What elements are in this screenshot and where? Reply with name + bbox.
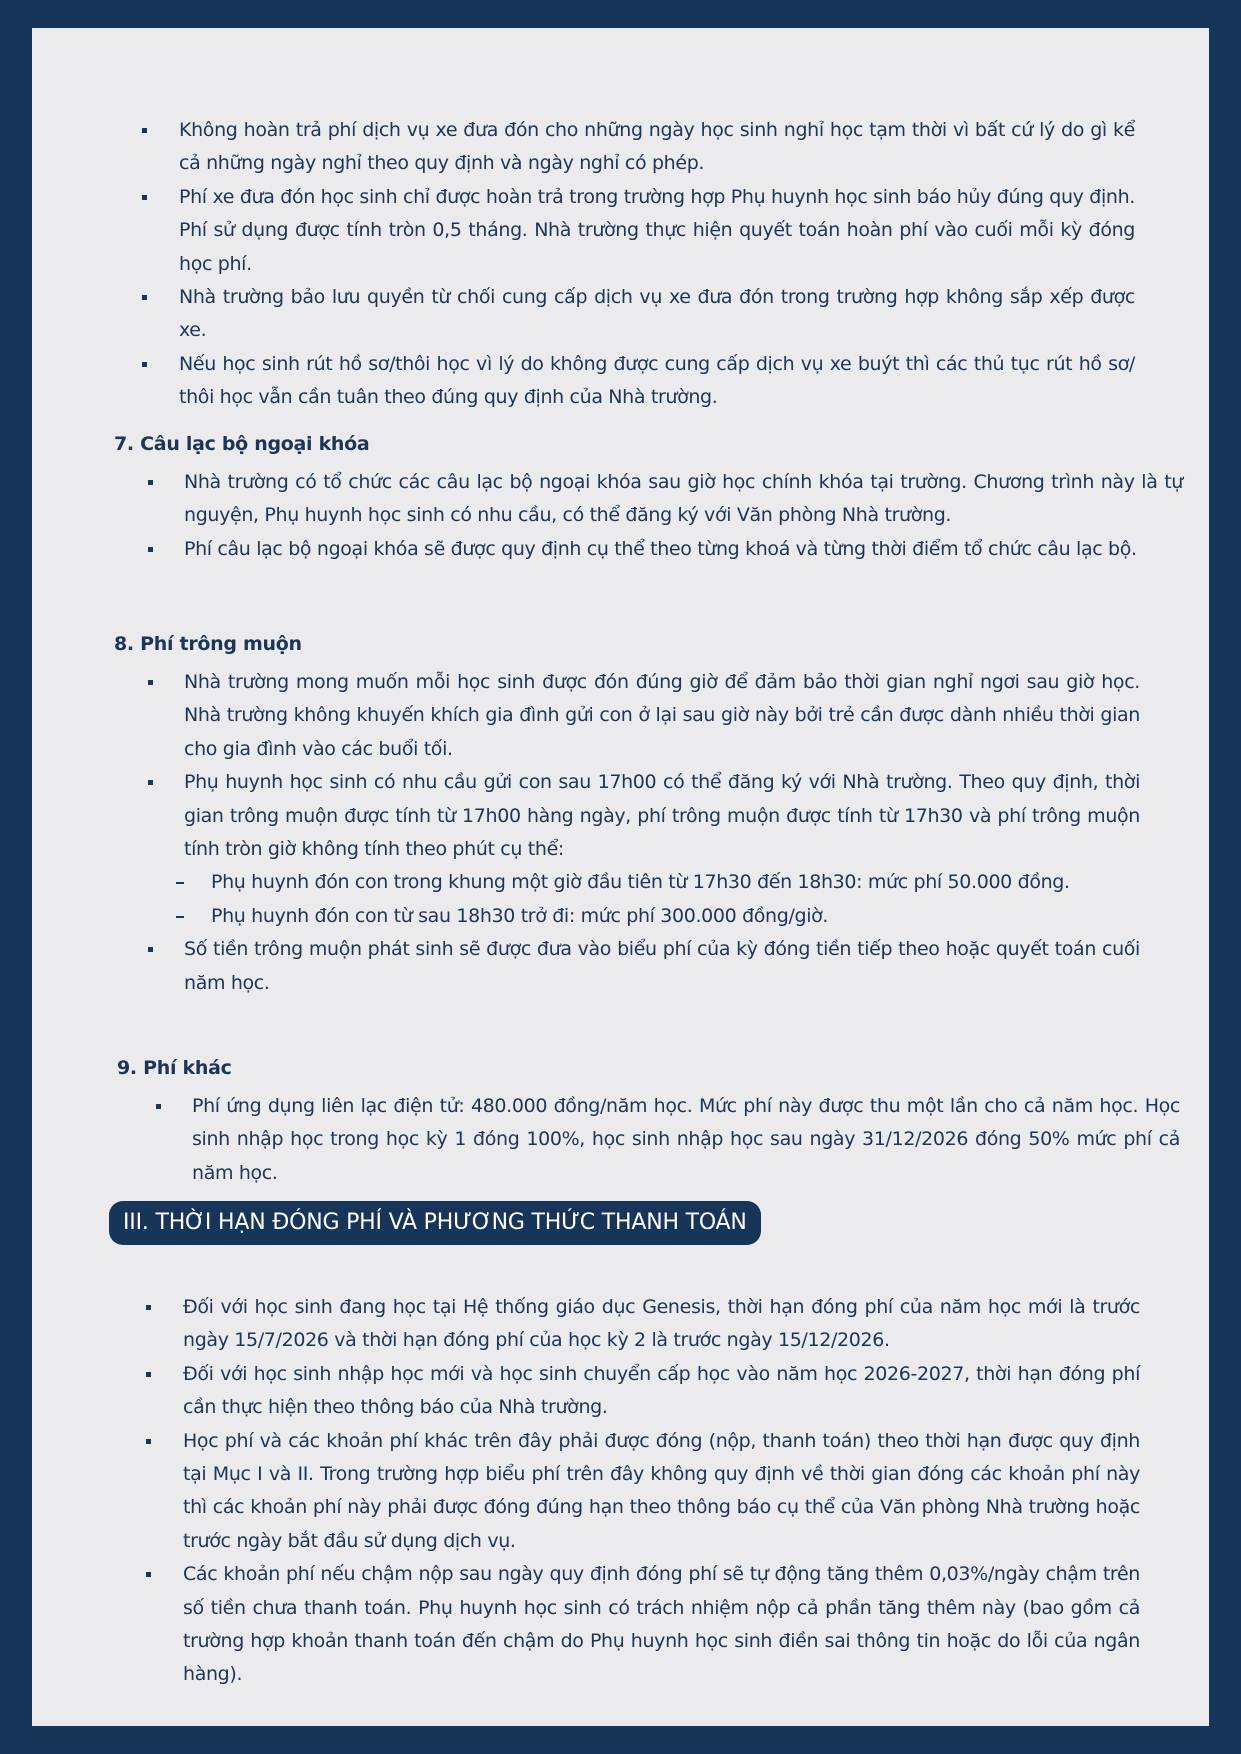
bullet-icon <box>142 128 147 133</box>
list-item: Số tiền trông muộn phát sinh sẽ được đưa vào biểu phí của kỳ đóng tiền tiếp theo hoặc quyết toán cuối năm học. <box>100 933 1140 1000</box>
sub-list-item: Phụ huynh đón con trong khung một giờ đầu tiên từ 17h30 đến 18h30: mức phí 50.000 đồng. <box>100 866 1140 899</box>
document-page <box>32 28 1209 1726</box>
bullet-icon <box>146 1439 151 1444</box>
list-item: Nhà trường mong muốn mỗi học sinh được đón đúng giờ để đảm bảo thời gian nghỉ ngơi sau giờ học. Nhà trường không khuyến khích gia đình gửi con ở lại sau giờ này bởi trẻ cần được dành nhiều thời gian cho gia đình vào các buổi tối. <box>100 666 1140 766</box>
list-item: Đối với học sinh nhập học mới và học sinh chuyển cấp học vào năm học 2026-2027, thời hạn đóng phí cần thực hiện theo thông báo của Nhà trường. <box>100 1358 1140 1425</box>
bullet-icon <box>142 362 147 367</box>
clubs-list <box>100 466 1183 566</box>
list-item: Nhà trường bảo lưu quyền từ chối cung cấp dịch vụ xe đưa đón trong trường hợp không sắp xếp được xe. <box>100 281 1135 348</box>
section-9-heading: 9. Phí khác <box>117 1057 232 1079</box>
list-item: Đối với học sinh đang học tại Hệ thống giáo dục Genesis, thời hạn đóng phí của năm học mới là trước ngày 15/7/2026 và thời hạn đóng phí của học kỳ 2 là trước ngày 15/12/2026. <box>100 1291 1140 1358</box>
list-item: Nhà trường có tổ chức các câu lạc bộ ngoại khóa sau giờ học chính khóa tại trường. Chương trình này là tự nguyện, Phụ huynh học sinh có nhu cầu, có thể đăng ký với Văn phòng Nhà trường. <box>100 466 1183 533</box>
bullet-icon <box>156 1104 161 1109</box>
bus-service-list <box>100 114 1135 415</box>
bullet-icon <box>148 547 153 552</box>
bullet-icon <box>146 1372 151 1377</box>
list-item: Không hoàn trả phí dịch vụ xe đưa đón cho những ngày học sinh nghỉ học tạm thời vì bất cứ lý do gì kể cả những ngày nghỉ theo quy định và ngày nghỉ có phép. <box>100 114 1135 181</box>
bullet-icon <box>148 480 153 485</box>
bullet-icon <box>148 680 153 685</box>
list-item: Các khoản phí nếu chậm nộp sau ngày quy định đóng phí sẽ tự động tăng thêm 0,03%/ngày chậm trên số tiền chưa thanh toán. Phụ huynh học sinh có trách nhiệm nộp cả phần tăng thêm này (bao gồm cả trường hợp khoản thanh toán đến chậm do Phụ huynh học sinh điền sai thông tin hoặc do lỗi của ngân hàng). <box>100 1558 1140 1692</box>
other-fees-list <box>100 1090 1180 1190</box>
late-pickup-list <box>100 666 1140 1000</box>
section-3-title: III. THỜI HẠN ĐÓNG PHÍ VÀ PHƯƠNG THỨC THANH TOÁN <box>109 1201 761 1245</box>
bullet-icon <box>146 1572 151 1577</box>
dash-icon <box>176 882 184 884</box>
list-item: Phí ứng dụng liên lạc điện tử: 480.000 đồng/năm học. Mức phí này được thu một lần cho cả năm học. Học sinh nhập học trong học kỳ 1 đóng 100%, học sinh nhập học sau ngày 31/12/2026 đóng 50% mức phí cả năm học. <box>100 1090 1180 1190</box>
dash-icon <box>176 916 184 918</box>
section-8-heading: 8. Phí trông muộn <box>114 633 302 655</box>
list-item: Học phí và các khoản phí khác trên đây phải được đóng (nộp, thanh toán) theo thời hạn được quy định tại Mục I và II. Trong trường hợp biểu phí trên đây không quy định về thời gian đóng các khoản phí này thì các khoản phí này phải được đóng đúng hạn theo thông báo cụ thể của Văn phòng Nhà trường hoặc trước ngày bắt đầu sử dụng dịch vụ. <box>100 1425 1140 1559</box>
bullet-icon <box>142 195 147 200</box>
list-item: Phụ huynh học sinh có nhu cầu gửi con sau 17h00 có thể đăng ký với Nhà trường. Theo quy định, thời gian trông muộn được tính từ 17h00 hàng ngày, phí trông muộn được tính từ 17h30 và phí trông muộn tính tròn giờ không tính theo phút cụ thể: <box>100 766 1140 866</box>
list-item: Phí câu lạc bộ ngoại khóa sẽ được quy định cụ thể theo từng khoá và từng thời điểm tổ chức câu lạc bộ. <box>100 533 1183 566</box>
bullet-icon <box>148 780 153 785</box>
sub-list-item: Phụ huynh đón con từ sau 18h30 trở đi: mức phí 300.000 đồng/giờ. <box>100 900 1140 933</box>
section-7-heading: 7. Câu lạc bộ ngoại khóa <box>114 433 370 455</box>
bullet-icon <box>142 295 147 300</box>
bullet-icon <box>148 947 153 952</box>
payment-terms-list <box>100 1291 1140 1692</box>
list-item: Nếu học sinh rút hồ sơ/thôi học vì lý do không được cung cấp dịch vụ xe buýt thì các thủ tục rút hồ sơ/ thôi học vẫn cần tuân theo đúng quy định của Nhà trường. <box>100 348 1135 415</box>
list-item: Phí xe đưa đón học sinh chỉ được hoàn trả trong trường hợp Phụ huynh học sinh báo hủy đúng quy định. Phí sử dụng được tính tròn 0,5 tháng. Nhà trường thực hiện quyết toán hoàn phí vào cuối mỗi kỳ đóng học phí. <box>100 181 1135 281</box>
bullet-icon <box>146 1305 151 1310</box>
